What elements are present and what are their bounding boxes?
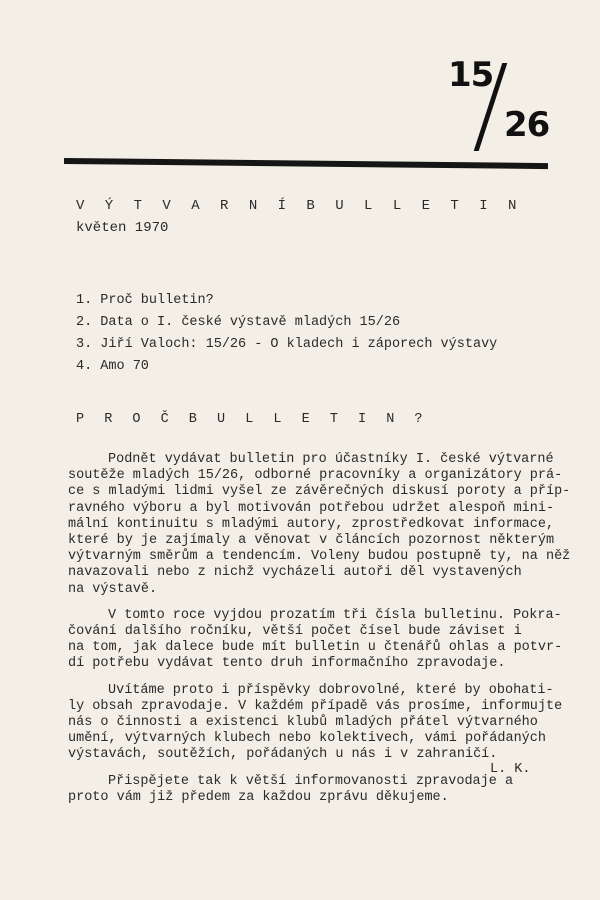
bulletin-date: květen 1970 <box>76 220 169 236</box>
text-line: výtvarným směrům a tendencím. Voleny budou postupně ty, na něž <box>68 549 571 565</box>
text-line: na tom, jak dalece bude mít bulletin u čtenářů ohlas a potvr- <box>68 640 563 656</box>
text-line: výstavách, soutěžích, pořádaných u nás i v zahraničí. <box>68 747 498 763</box>
issue-logo <box>448 55 548 150</box>
toc-item: 1. Proč bulletin? <box>76 293 214 308</box>
toc-item: 2. Data o I. české výstavě mladých 15/26 <box>76 315 401 330</box>
text-line: ravného výboru a byl motivován potřebou udržet alespoň mini- <box>68 500 555 516</box>
text-line: Podnět vydávat bulletin pro účastníky I. české výtvarné <box>108 452 554 467</box>
text-line: proto vám již předem za každou zprávu děkujeme. <box>68 789 449 805</box>
text-line: Uvítáme proto i příspěvky dobrovolné, které by obohati- <box>108 682 554 698</box>
paragraph <box>68 774 568 806</box>
text-line: ce s mladými lidmi vyšel ze závěrečných diskusí poroty a příp- <box>68 484 571 500</box>
text-line: Přispějete tak k větší informovanosti zpravodaje a <box>108 773 514 789</box>
text-line: mální kontinuitu s mladými autory, zprostředkovat informace, <box>68 516 555 532</box>
text-line: umění, výtvarných klubech nebo kolektivech, vámi pořádaných <box>68 731 546 747</box>
bulletin-title: V Ý T V A R N Í B U L L E T I N <box>76 198 523 214</box>
text-line: soutěže mladých 15/26, odborné pracovníky a organizátory prá- <box>68 468 563 484</box>
paragraph <box>68 452 571 598</box>
text-line: nás o činnosti a existenci klubů mladých přátel výtvarného <box>68 715 538 731</box>
text-line: čování dalšího ročníku, větší počet čísel bude záviset i <box>68 624 522 640</box>
paragraph <box>68 683 568 764</box>
text-line: navazovali nebo z nichž vycházeli autoři děl vystavených <box>68 565 522 581</box>
toc-item: 4. Amo 70 <box>76 359 149 374</box>
logo-number-top: 15 <box>448 55 494 95</box>
header-rule <box>64 158 548 169</box>
toc-item: 3. Jiří Valoch: 15/26 - O kladech i záporech výstavy <box>76 337 498 352</box>
logo-number-bottom: 26 <box>504 105 550 145</box>
text-line: na výstavě. <box>68 581 158 597</box>
table-of-contents <box>76 290 497 378</box>
signature: L. K. <box>490 762 531 777</box>
text-line: ly obsah zpravodaje. V každém případě vás prosíme, informujte <box>68 698 563 714</box>
text-line: které by je zajímaly a věnovat v článcích pozornost některým <box>68 533 555 549</box>
text-line: V tomto roce vyjdou prozatím tři čísla bulletinu. Pokra- <box>108 607 562 623</box>
section-title: P R O Č B U L L E T I N ? <box>76 412 429 427</box>
paragraph <box>68 608 568 673</box>
text-line: dí potřebu vydávat tento druh informačního zpravodaje. <box>68 656 506 672</box>
